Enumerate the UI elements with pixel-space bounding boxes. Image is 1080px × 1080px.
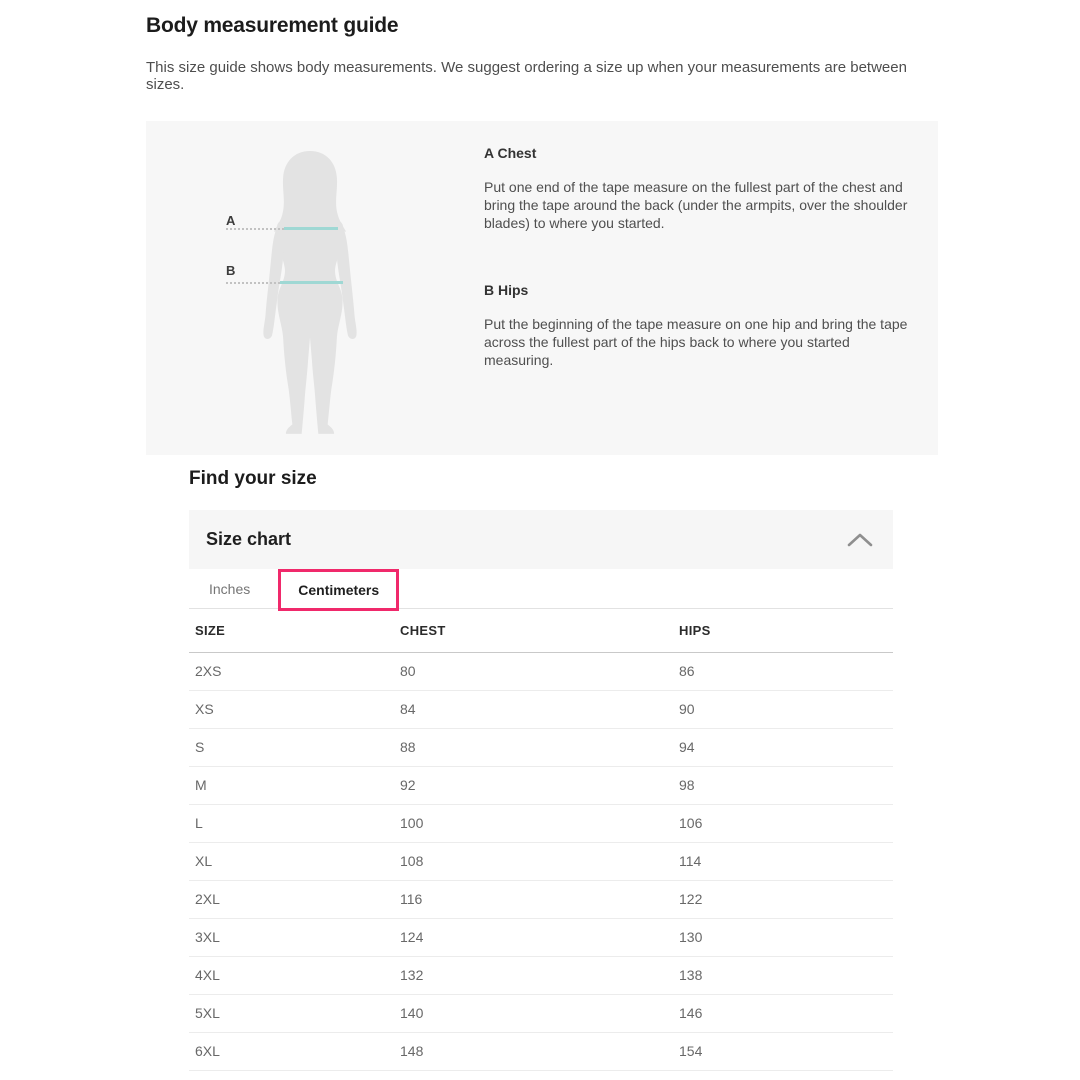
tab-inches[interactable]: Inches [199,581,260,597]
size-cell: 4XL [189,956,394,994]
size-cell: 6XL [189,1032,394,1070]
table-row [189,690,893,728]
hips-cell: 138 [673,956,893,994]
size-cell: M [189,766,394,804]
chest-heading: A Chest [484,145,537,161]
chest-cell: 88 [394,728,673,766]
chest-cell: 132 [394,956,673,994]
size-cell: 2XS [189,652,394,690]
size-cell: XS [189,690,394,728]
size-chart-toggle[interactable] [189,510,893,569]
chest-cell: 124 [394,918,673,956]
chest-cell: 92 [394,766,673,804]
size-table-header-row [189,609,893,652]
units-tab-bar [189,569,893,609]
measurement-guide-panel [146,121,938,455]
hips-cell: 106 [673,804,893,842]
measurement-instructions [484,145,916,369]
size-cell: 3XL [189,918,394,956]
column-header-chest: CHEST [394,609,673,652]
find-your-size-section [189,455,893,1071]
size-cell: 2XL [189,880,394,918]
hips-cell: 130 [673,918,893,956]
page-subtitle: This size guide shows body measurements. We suggest ordering a size up when your measurements are between sizes. [146,59,907,93]
chest-cell: 100 [394,804,673,842]
size-table [189,609,893,1071]
chest-cell: 80 [394,652,673,690]
table-row [189,956,893,994]
chest-cell: 116 [394,880,673,918]
table-row [189,766,893,804]
body-silhouette [208,146,412,462]
hips-measure-line [226,281,343,284]
chest-measure-line [226,227,338,230]
hips-cell: 98 [673,766,893,804]
column-header-size: SIZE [189,609,394,652]
table-row [189,918,893,956]
hips-heading: B Hips [484,282,529,298]
table-row [189,804,893,842]
hips-cell: 154 [673,1032,893,1070]
chest-tape-line [284,227,338,230]
page-title: Body measurement guide [146,14,399,37]
size-cell: XL [189,842,394,880]
chest-cell: 108 [394,842,673,880]
measurement-guide-section [146,0,938,455]
chest-cell: 84 [394,690,673,728]
tab-centimeters[interactable]: Centimeters [278,569,399,611]
chest-description: Put one end of the tape measure on the fullest part of the chest and bring the tape around the back (under the armpits, over the shoulder blades) to where you started. [484,179,908,231]
chevron-up-icon[interactable] [847,533,873,547]
table-row [189,652,893,690]
size-cell: 5XL [189,994,394,1032]
marker-a-label: A [226,213,236,228]
size-cell: L [189,804,394,842]
table-row [189,728,893,766]
table-row [189,842,893,880]
hips-tape-line [280,281,343,284]
find-your-size-heading: Find your size [189,468,317,489]
hips-cell: 94 [673,728,893,766]
hips-cell: 146 [673,994,893,1032]
hips-cell: 90 [673,690,893,728]
table-row [189,880,893,918]
table-row [189,1032,893,1070]
hips-description: Put the beginning of the tape measure on one hip and bring the tape across the fullest part of the hips back to where you started measuring. [484,316,908,368]
chest-dotted-leader [226,228,284,230]
column-header-hips: HIPS [673,609,893,652]
chest-cell: 140 [394,994,673,1032]
chest-cell: 148 [394,1032,673,1070]
hips-cell: 86 [673,652,893,690]
hips-dotted-leader [226,282,280,284]
marker-b-label: B [226,263,236,278]
size-cell: S [189,728,394,766]
hips-cell: 122 [673,880,893,918]
table-row [189,994,893,1032]
hips-cell: 114 [673,842,893,880]
size-chart-title: Size chart [206,529,292,549]
